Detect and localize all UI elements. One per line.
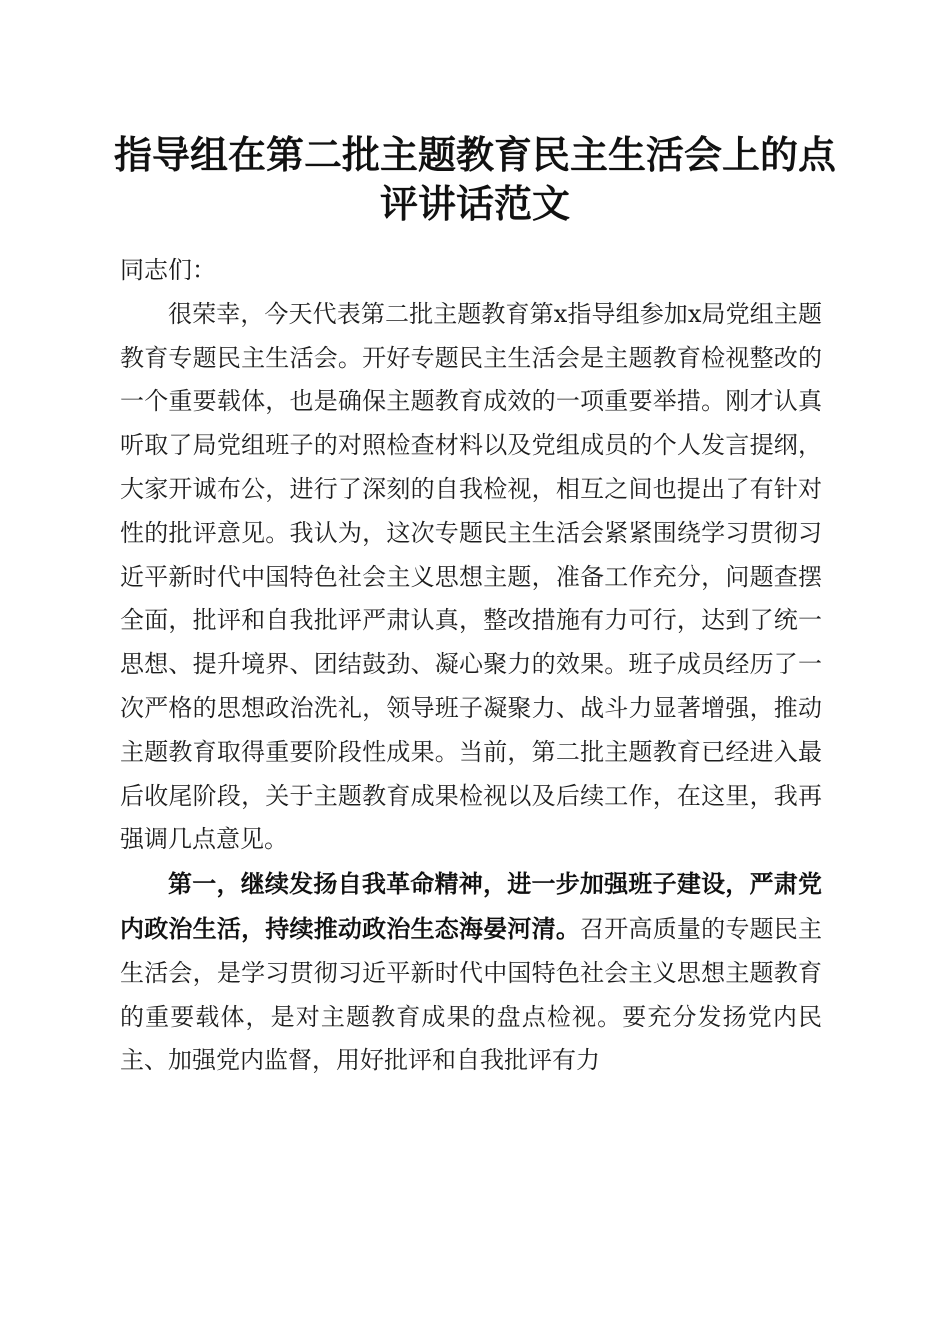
document-title: 指导组在第二批主题教育民主生活会上的点评讲话范文 [113, 132, 836, 226]
paragraph-intro: 很荣幸，今天代表第二批主题教育第x指导组参加x局党组主题教育专题民主生活会。开好专题民主生活会是主题教育检视整改的一个重要载体，也是确保主题教育成效的一项重要举措。刚才认真听取了局党组班子的对照检查材料以及党组成员的个人发言提纲，大家开诚布公，进行了深刻的自我检视，相互之间也提出了有针对性的批评意见。我认为，这次专题民主生活会紧紧围绕学习贯彻习近平新时代中国特色社会主义思想主题，准备工作充分，问题查摆全面，批评和自我批评严肃认真，整改措施有力可行，达到了统一思想、提升境界、团结鼓劲、凝心聚力的效果。班子成员经历了一次严格的思想政治洗礼，领导班子凝聚力、战斗力显著增强，推动主题教育取得重要阶段性成果。当前，第二批主题教育已经进入最后收尾阶段，关于主题教育成果检视以及后续工作，在这里，我再强调几点意见。 [120, 299, 822, 854]
paragraph-lead-sentence: 第一，继续发扬自我革命精神，进一步加强班子建设，严肃党内政治生活，持续推动政治生态海晏河清。 [120, 869, 822, 943]
paragraph-body-text: 召开高质量的专题民主生活会，是学习贯彻习近平新时代中国特色社会主义思想主题教育的重要载体，是对主题教育成果的盘点检视。要充分发扬党内民主、加强党内监督，用好批评和自我批评有力 [120, 914, 823, 1075]
paragraph-first-point [120, 862, 822, 1083]
salutation: 同志们： [120, 256, 216, 284]
document-body [120, 249, 822, 1083]
